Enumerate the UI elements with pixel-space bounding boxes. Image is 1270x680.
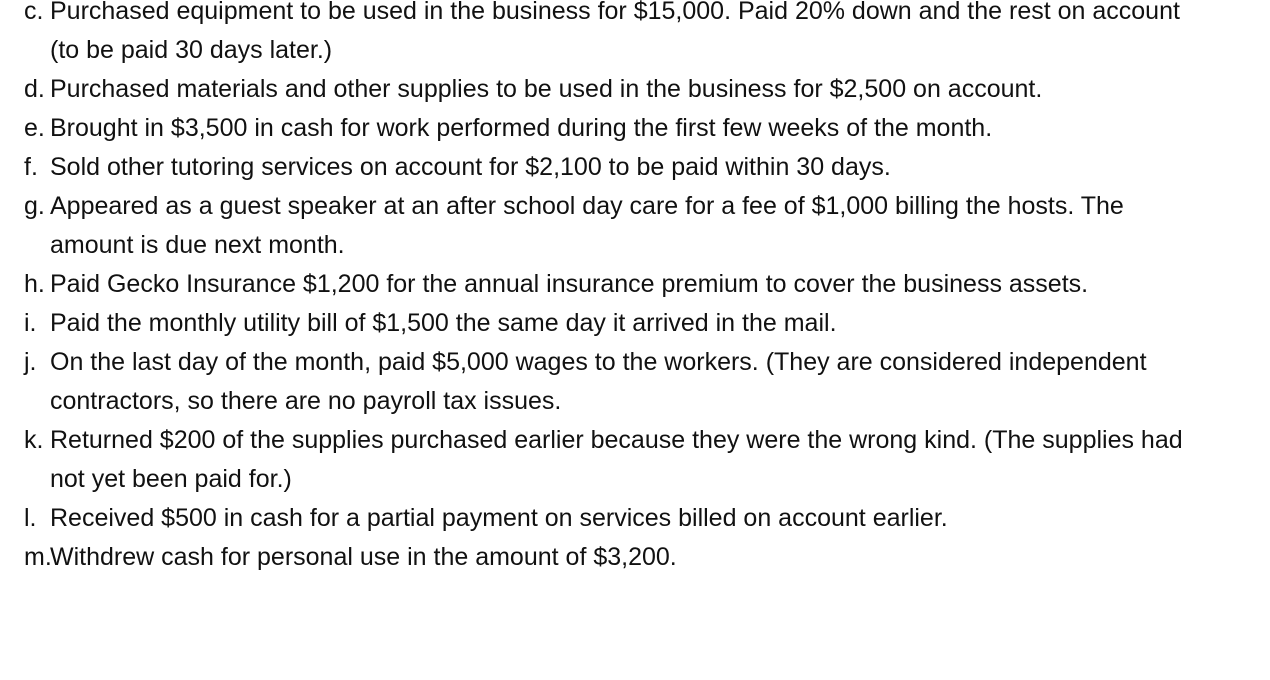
item-marker: m. [24, 543, 52, 571]
list-item-j [0, 343, 1270, 421]
item-text: Sold other tutoring services on account for $2,100 to be paid within 30 days. [50, 153, 891, 181]
list-item-h [0, 265, 1270, 304]
item-text: Brought in $3,500 in cash for work performed during the first few weeks of the month. [50, 114, 993, 142]
item-marker: l. [24, 504, 37, 532]
item-text: Paid the monthly utility bill of $1,500 the same day it arrived in the mail. [50, 309, 837, 337]
list-item-f [0, 148, 1270, 187]
item-text: On the last day of the month, paid $5,000 wages to the workers. (They are considered independent contractors, so there are no payroll tax issues. [50, 348, 1147, 415]
item-text: Purchased materials and other supplies to be used in the business for $2,500 on account. [50, 75, 1043, 103]
list-item-i [0, 304, 1270, 343]
list-item-e [0, 109, 1270, 148]
list-item-c [0, 0, 1270, 70]
list-item-k [0, 421, 1270, 499]
list-item-l [0, 499, 1270, 538]
item-text: Withdrew cash for personal use in the amount of $3,200. [50, 543, 677, 571]
item-marker: k. [24, 426, 44, 454]
item-text: Appeared as a guest speaker at an after school day care for a fee of $1,000 billing the hosts. The amount is due next month. [50, 192, 1124, 259]
item-text: Returned $200 of the supplies purchased earlier because they were the wrong kind. (The supplies had not yet been paid for.) [50, 426, 1183, 493]
list-item-g [0, 187, 1270, 265]
list-item-m [0, 538, 1270, 577]
item-text: Received $500 in cash for a partial payment on services billed on account earlier. [50, 504, 948, 532]
list-item-d [0, 70, 1270, 109]
item-marker: h. [24, 270, 45, 298]
item-marker: d. [24, 75, 45, 103]
item-marker: i. [24, 309, 37, 337]
item-marker: f. [24, 153, 38, 181]
item-text: Purchased equipment to be used in the business for $15,000. Paid 20% down and the rest on account (to be paid 30 days later.) [50, 0, 1180, 64]
item-marker: c. [24, 0, 44, 25]
item-marker: e. [24, 114, 45, 142]
item-marker: g. [24, 192, 45, 220]
item-text: Paid Gecko Insurance $1,200 for the annual insurance premium to cover the business assets. [50, 270, 1089, 298]
item-marker: j. [24, 348, 37, 376]
